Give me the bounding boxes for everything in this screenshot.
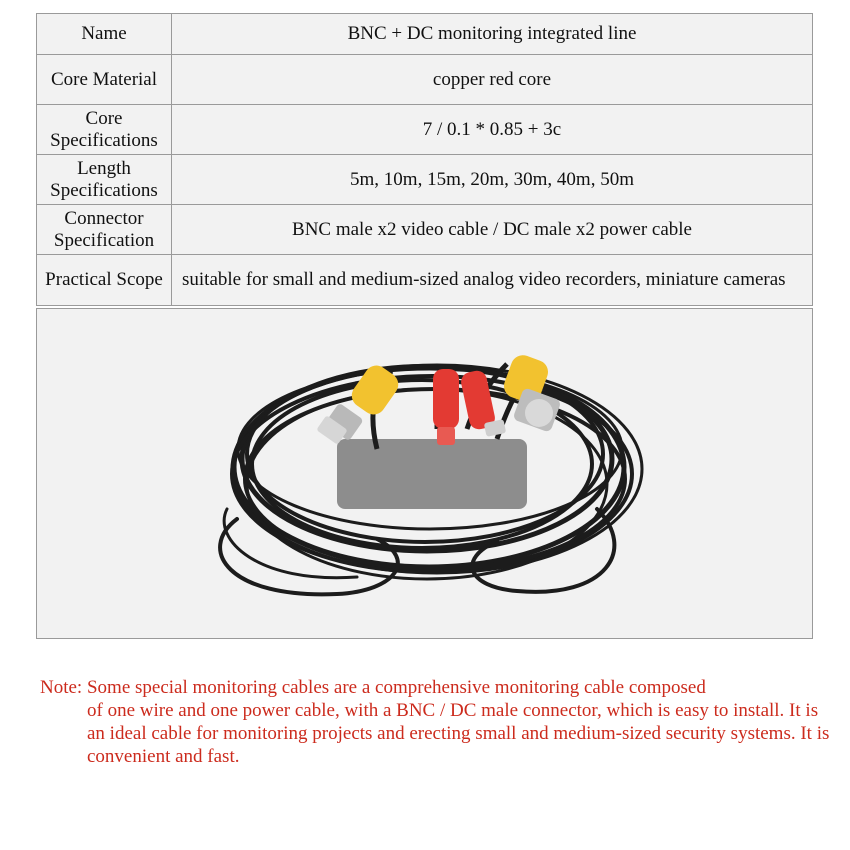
spec-value: suitable for small and medium-sized analog video recorders, miniature cameras	[172, 255, 813, 306]
spec-label: Length Specifications	[37, 155, 172, 205]
spec-table	[36, 13, 813, 306]
spec-row-length-specifications	[37, 155, 813, 205]
tape-band	[337, 439, 527, 509]
spec-value: copper red core	[172, 55, 813, 105]
coiled-cable-illustration	[37, 309, 812, 638]
spec-label: Core Material	[37, 55, 172, 105]
spec-label: Core Specifications	[37, 105, 172, 155]
dc-connector-left	[433, 369, 459, 445]
spec-value: 5m, 10m, 15m, 20m, 30m, 40m, 50m	[172, 155, 813, 205]
spec-row-connector-specification	[37, 205, 813, 255]
note-first-line: Some special monitoring cables are a comprehensive monitoring cable composed	[86, 677, 706, 698]
note-paragraph	[40, 676, 840, 768]
note-body: of one wire and one power cable, with a BNC / DC male connector, which is easy to install. It is an ideal cable for monitoring projects and erecting small and medium-sized security systems. It is convenient and fast.	[87, 700, 830, 767]
spec-row-core-specifications	[37, 105, 813, 155]
spec-row-practical-scope	[37, 255, 813, 306]
spec-value: 7 / 0.1 * 0.85 + 3c	[172, 105, 813, 155]
spec-label: Practical Scope	[37, 255, 172, 306]
spec-row-core-material	[37, 55, 813, 105]
spec-row-name	[37, 14, 813, 55]
spec-label: Name	[37, 14, 172, 55]
spec-label: Connector Specification	[37, 205, 172, 255]
product-photo	[36, 308, 813, 639]
note-prefix: Note:	[40, 677, 83, 698]
spec-value: BNC male x2 video cable / DC male x2 power cable	[172, 205, 813, 255]
spec-value: BNC + DC monitoring integrated line	[172, 14, 813, 55]
